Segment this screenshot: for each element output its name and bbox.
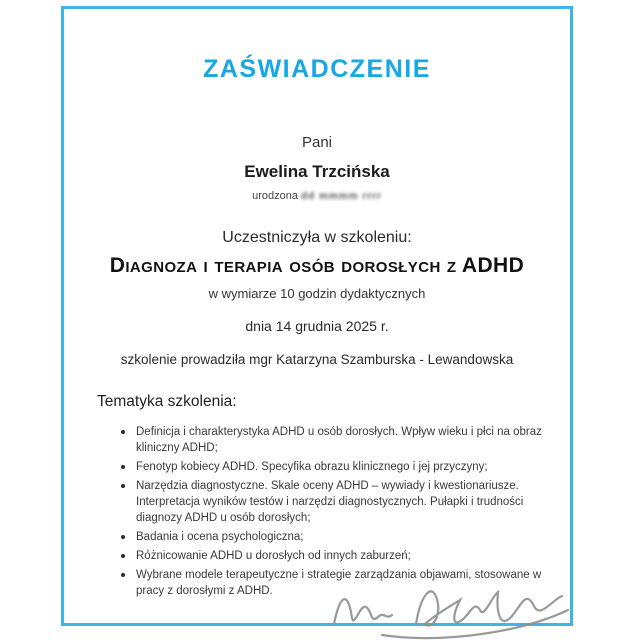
birth-label: urodzona [252, 190, 298, 202]
topics-heading: Tematyka szkolenia: [97, 393, 237, 410]
list-item: Wybrane modele terapeutyczne i strategie zarządzania objawami, stosowane w pracy z dorosłymi z ADHD. [119, 567, 542, 599]
salutation: Pani [301, 134, 333, 151]
attended-line: Uczestniczyła w szkoleniu: [222, 229, 412, 246]
list-item: Fenotyp kobiecy ADHD. Specyfika obrazu klinicznego i jej przyczyny; [119, 459, 542, 475]
course-title: Diagnoza i terapia osób dorosłych z ADHD [109, 254, 525, 277]
handwritten-signature-icon [324, 572, 574, 640]
birth-line [64, 190, 570, 202]
trainer-line: szkolenie prowadziła mgr Katarzyna Szamburska - Lewandowska [120, 352, 514, 367]
list-item: Badania i ocena psychologiczna; [119, 529, 542, 545]
birth-date-redacted: dd mmmm rrrr [301, 191, 382, 202]
hours-line: w wymiarze 10 godzin dydaktycznych [208, 286, 426, 301]
list-item: Definicja i charakterystyka ADHD u osób dorosłych. Wpływ wieku i płci na obraz kliniczny ADHD; [119, 424, 542, 456]
recipient-name: Ewelina Trzcińska [244, 162, 390, 181]
certificate-content [64, 9, 570, 602]
date-line: dnia 14 grudnia 2025 r. [245, 318, 389, 334]
list-item: Narzędzia diagnostyczne. Skale oceny ADHD – wywiady i kwestionariusze. Interpretacja wyników testów i narzędzi diagnostycznych. Pułapki i trudności diagnozy ADHD u osób dorosłych; [119, 478, 542, 526]
certificate-title: ZAŚWIADCZENIE [203, 55, 431, 83]
list-item: Różnicowanie ADHD u dorosłych od innych zaburzeń; [119, 548, 542, 564]
